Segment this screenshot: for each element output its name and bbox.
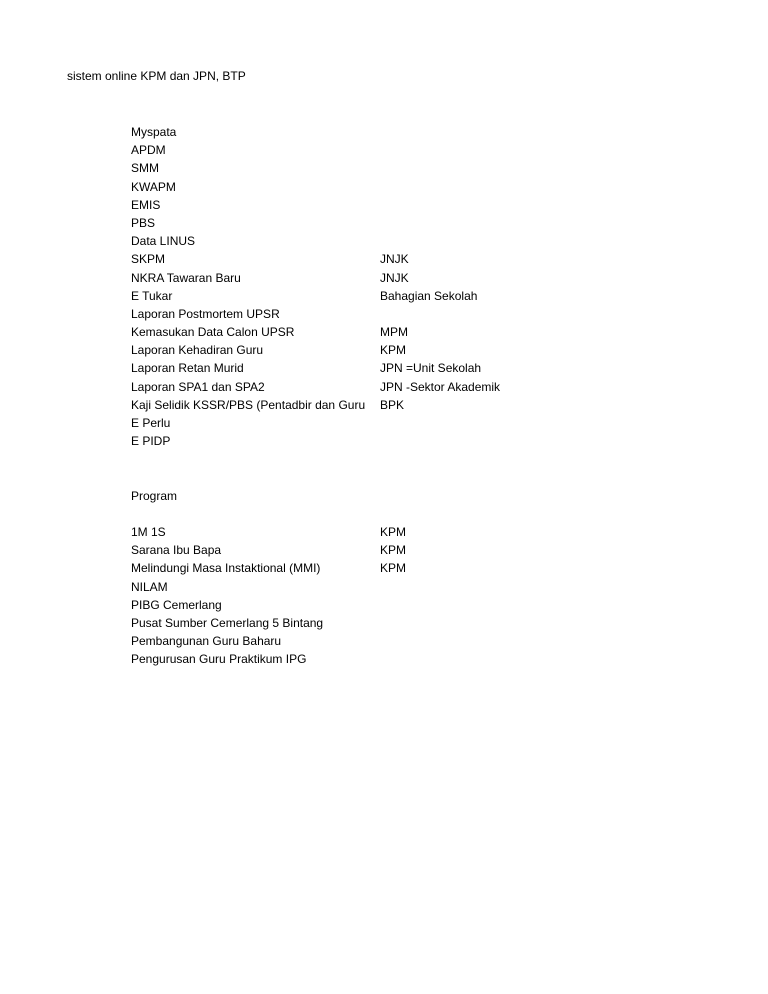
list-item: [131, 196, 551, 214]
list-item: [131, 232, 551, 250]
list-item: [131, 378, 551, 396]
program-owner: KPM: [380, 543, 407, 558]
system-name: APDM: [131, 143, 166, 158]
list-item: [131, 596, 551, 614]
program-name: NILAM: [131, 579, 168, 594]
list-item: [131, 250, 551, 268]
program-name: Sarana Ibu Bapa: [131, 543, 222, 558]
system-owner: KPM: [380, 343, 407, 358]
list-item: [131, 650, 551, 668]
system-name: Laporan Postmortem UPSR: [131, 306, 280, 321]
system-owner: JNJK: [380, 252, 409, 267]
list-item: [131, 305, 551, 323]
system-name: Laporan Retan Murid: [131, 361, 244, 376]
list-item: [131, 614, 551, 632]
list-item: [131, 523, 551, 541]
list-item: [131, 141, 551, 159]
list-item: [131, 269, 551, 287]
systems-list: [131, 123, 551, 450]
list-item: [131, 159, 551, 177]
program-name: PIBG Cemerlang: [131, 597, 222, 612]
list-item: [131, 214, 551, 232]
list-item: [131, 287, 551, 305]
list-item: [131, 414, 551, 432]
document-title: sistem online KPM dan JPN, BTP: [67, 69, 246, 83]
programs-list: [131, 523, 551, 669]
system-owner: JNJK: [380, 270, 409, 285]
system-name: NKRA Tawaran Baru: [131, 270, 241, 285]
system-name: EMIS: [131, 197, 161, 212]
system-name: Myspata: [131, 125, 177, 139]
list-item: [131, 178, 551, 196]
system-name: KWAPM: [131, 179, 176, 194]
list-item: [131, 432, 551, 450]
program-name: Pembangunan Guru Baharu: [131, 634, 282, 649]
system-name: E PIDP: [131, 434, 171, 449]
list-item: [131, 323, 551, 341]
section-heading-program: Program: [131, 489, 178, 503]
program-owner: KPM: [380, 525, 407, 539]
system-owner: JPN =Unit Sekolah: [380, 361, 482, 376]
program-name: 1M 1S: [131, 525, 166, 539]
list-item: [131, 559, 551, 577]
program-name: Pusat Sumber Cemerlang 5 Bintang: [131, 615, 324, 630]
system-name: Kaji Selidik KSSR/PBS (Pentadbir dan Guru: [131, 397, 366, 412]
list-item: [131, 578, 551, 596]
system-name: E Tukar: [131, 288, 173, 303]
system-name: SMM: [131, 161, 159, 176]
list-item: [131, 541, 551, 559]
system-name: SKPM: [131, 252, 166, 267]
system-name: Kemasukan Data Calon UPSR: [131, 325, 295, 340]
system-name: Data LINUS: [131, 234, 196, 249]
program-name: Pengurusan Guru Praktikum IPG: [131, 652, 307, 667]
system-owner: BPK: [380, 397, 405, 412]
system-owner: Bahagian Sekolah: [380, 288, 478, 303]
list-item: [131, 123, 551, 141]
system-owner: JPN -Sektor Akademik: [380, 379, 501, 394]
list-item: [131, 632, 551, 650]
system-owner: MPM: [380, 325, 408, 340]
list-item: [131, 359, 551, 377]
program-owner: KPM: [380, 561, 407, 576]
system-name: E Perlu: [131, 416, 171, 430]
system-name: PBS: [131, 215, 156, 230]
list-item: [131, 396, 551, 414]
system-name: Laporan SPA1 dan SPA2: [131, 379, 265, 394]
list-item: [131, 341, 551, 359]
system-name: Laporan Kehadiran Guru: [131, 343, 264, 358]
program-name: Melindungi Masa Instaktional (MMI): [131, 561, 321, 576]
